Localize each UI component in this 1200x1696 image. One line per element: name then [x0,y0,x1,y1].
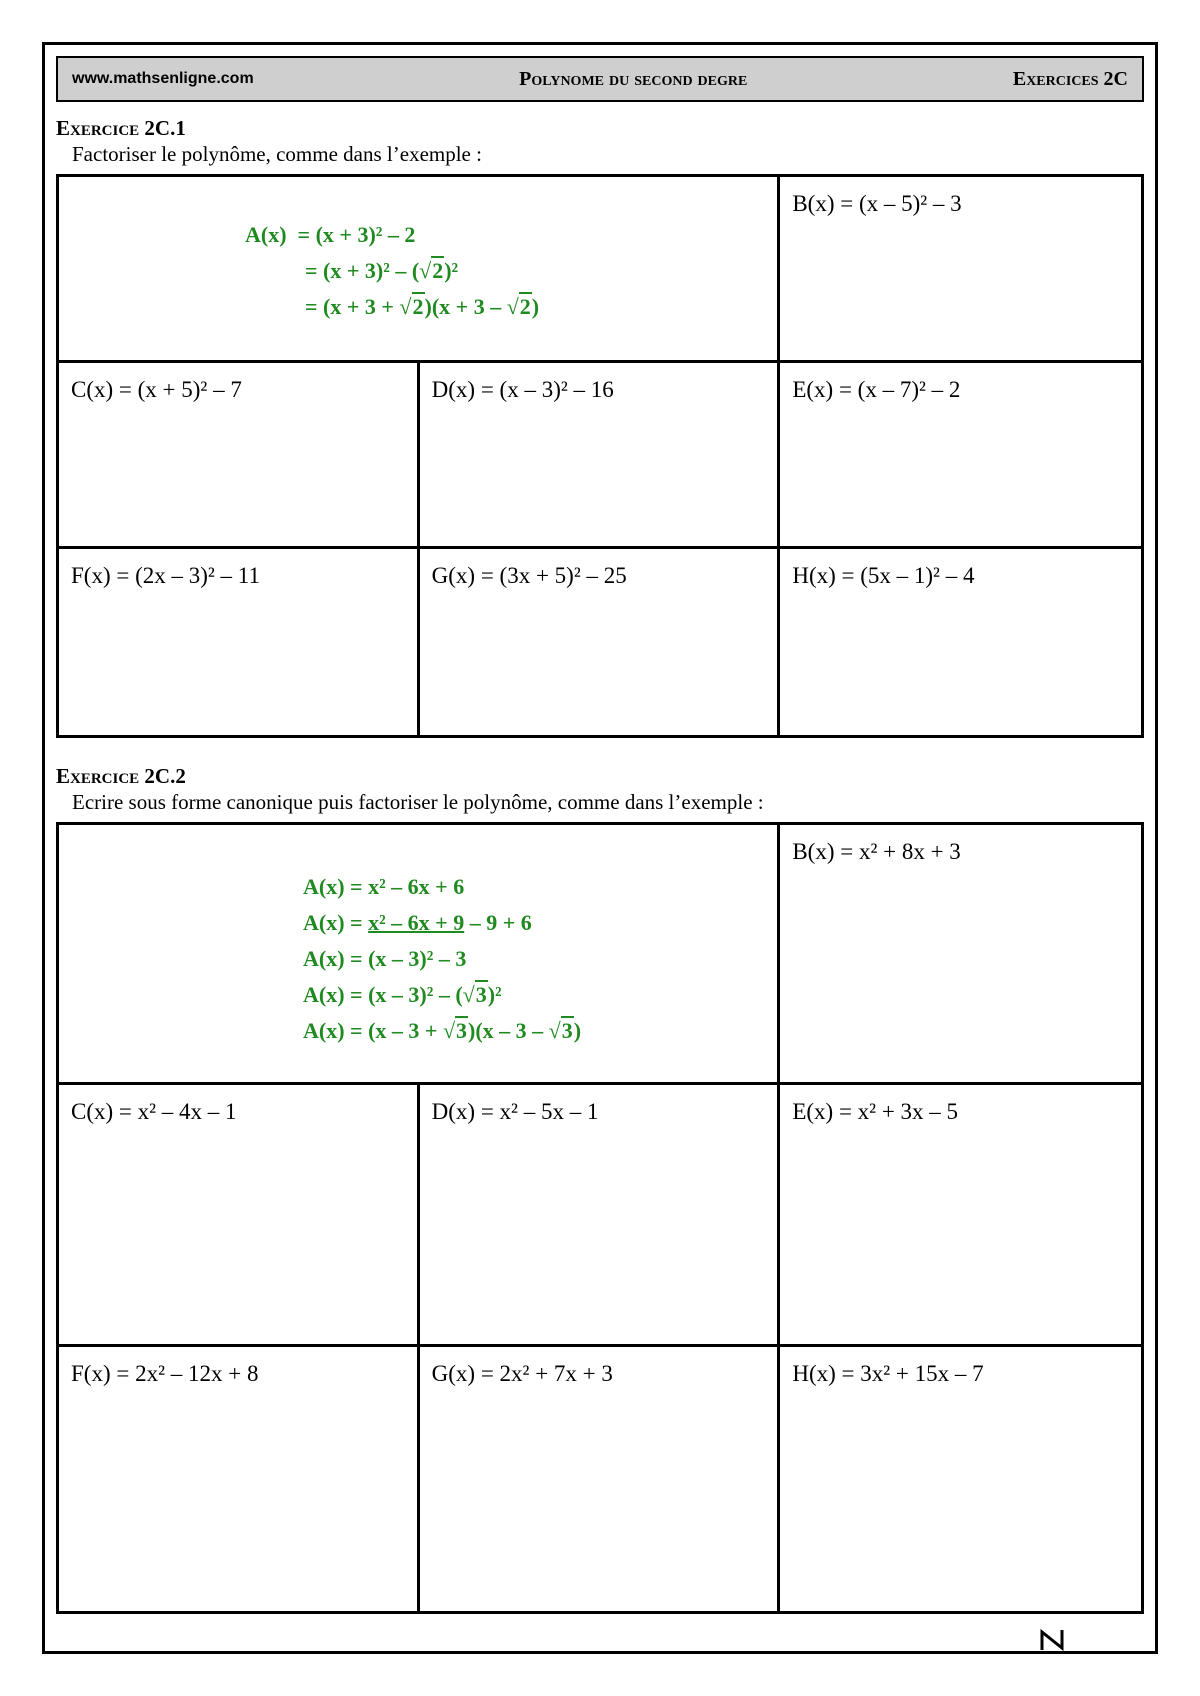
exercise-1-cell-f: F(x) = (2x – 3)² – 11 [59,549,420,735]
example-line-3: = (x + 3 + √2)(x + 3 – √2) [305,294,540,319]
document-title: Polynome du second degre [519,67,748,90]
exercise-1-instruction: Factoriser le polynôme, comme dans l’exemple : [72,142,482,166]
exercise-1-cell-d: D(x) = (x – 3)² – 16 [420,363,781,549]
exercise-2-example [59,825,780,1085]
exercise-2-cell-h: H(x) = 3x² + 15x – 7 [792,1361,984,1386]
exercise-2-cell-g: G(x) = 2x² + 7x + 3 [420,1347,781,1611]
example-line-1: A(x) = (x + 3)² – 2 [245,222,416,247]
exercise-1-cell-c: C(x) = (x + 5)² – 7 [59,363,420,549]
exercise-2-cell-f: F(x) = 2x² – 12x + 8 [59,1347,420,1611]
exercise-2-cell-c: C(x) = x² – 4x – 1 [59,1085,420,1347]
example-line-3: A(x) = (x – 3)² – 3 [303,946,467,971]
example-line-1: A(x) = x² – 6x + 6 [303,874,465,899]
example-line-5: A(x) = (x – 3 + √3)(x – 3 – √3) [303,1018,582,1043]
example-line-2: A(x) = x² – 6x + 9 – 9 + 6 [303,910,532,935]
exercise-1-cell-e: E(x) = (x – 7)² – 2 [780,363,1141,549]
exercise-1-example [59,177,780,363]
exercise-2-cell-b: B(x) = x² + 8x + 3 [780,825,1141,1085]
exercise-1-cell-g: G(x) = (3x + 5)² – 25 [420,549,781,735]
site-url: www.mathsenligne.com [72,70,254,87]
corner-mark-icon [1040,1628,1068,1652]
exercise-2-title: Exercice 2C.2 [56,764,186,788]
exercise-2-grid [56,822,1144,1614]
sheet-id: Exercices 2C [1012,67,1128,90]
exercise-1-title: Exercice 2C.1 [56,116,186,140]
exercise-1-cell-b: B(x) = (x – 5)² – 3 [780,177,1141,363]
example-line-4: A(x) = (x – 3)² – (√3)² [303,982,502,1007]
header-bar [56,56,1144,102]
exercise-2-instruction: Ecrire sous forme canonique puis factoriser le polynôme, comme dans l’exemple : [72,790,764,814]
exercise-2-cell-e: E(x) = x² + 3x – 5 [780,1085,1141,1347]
example-line-2: = (x + 3)² – (√2)² [305,258,459,283]
exercise-2-cell-d: D(x) = x² – 5x – 1 [420,1085,781,1347]
exercise-1-grid [56,174,1144,738]
exercise-1-cell-h: H(x) = (5x – 1)² – 4 [792,563,975,588]
